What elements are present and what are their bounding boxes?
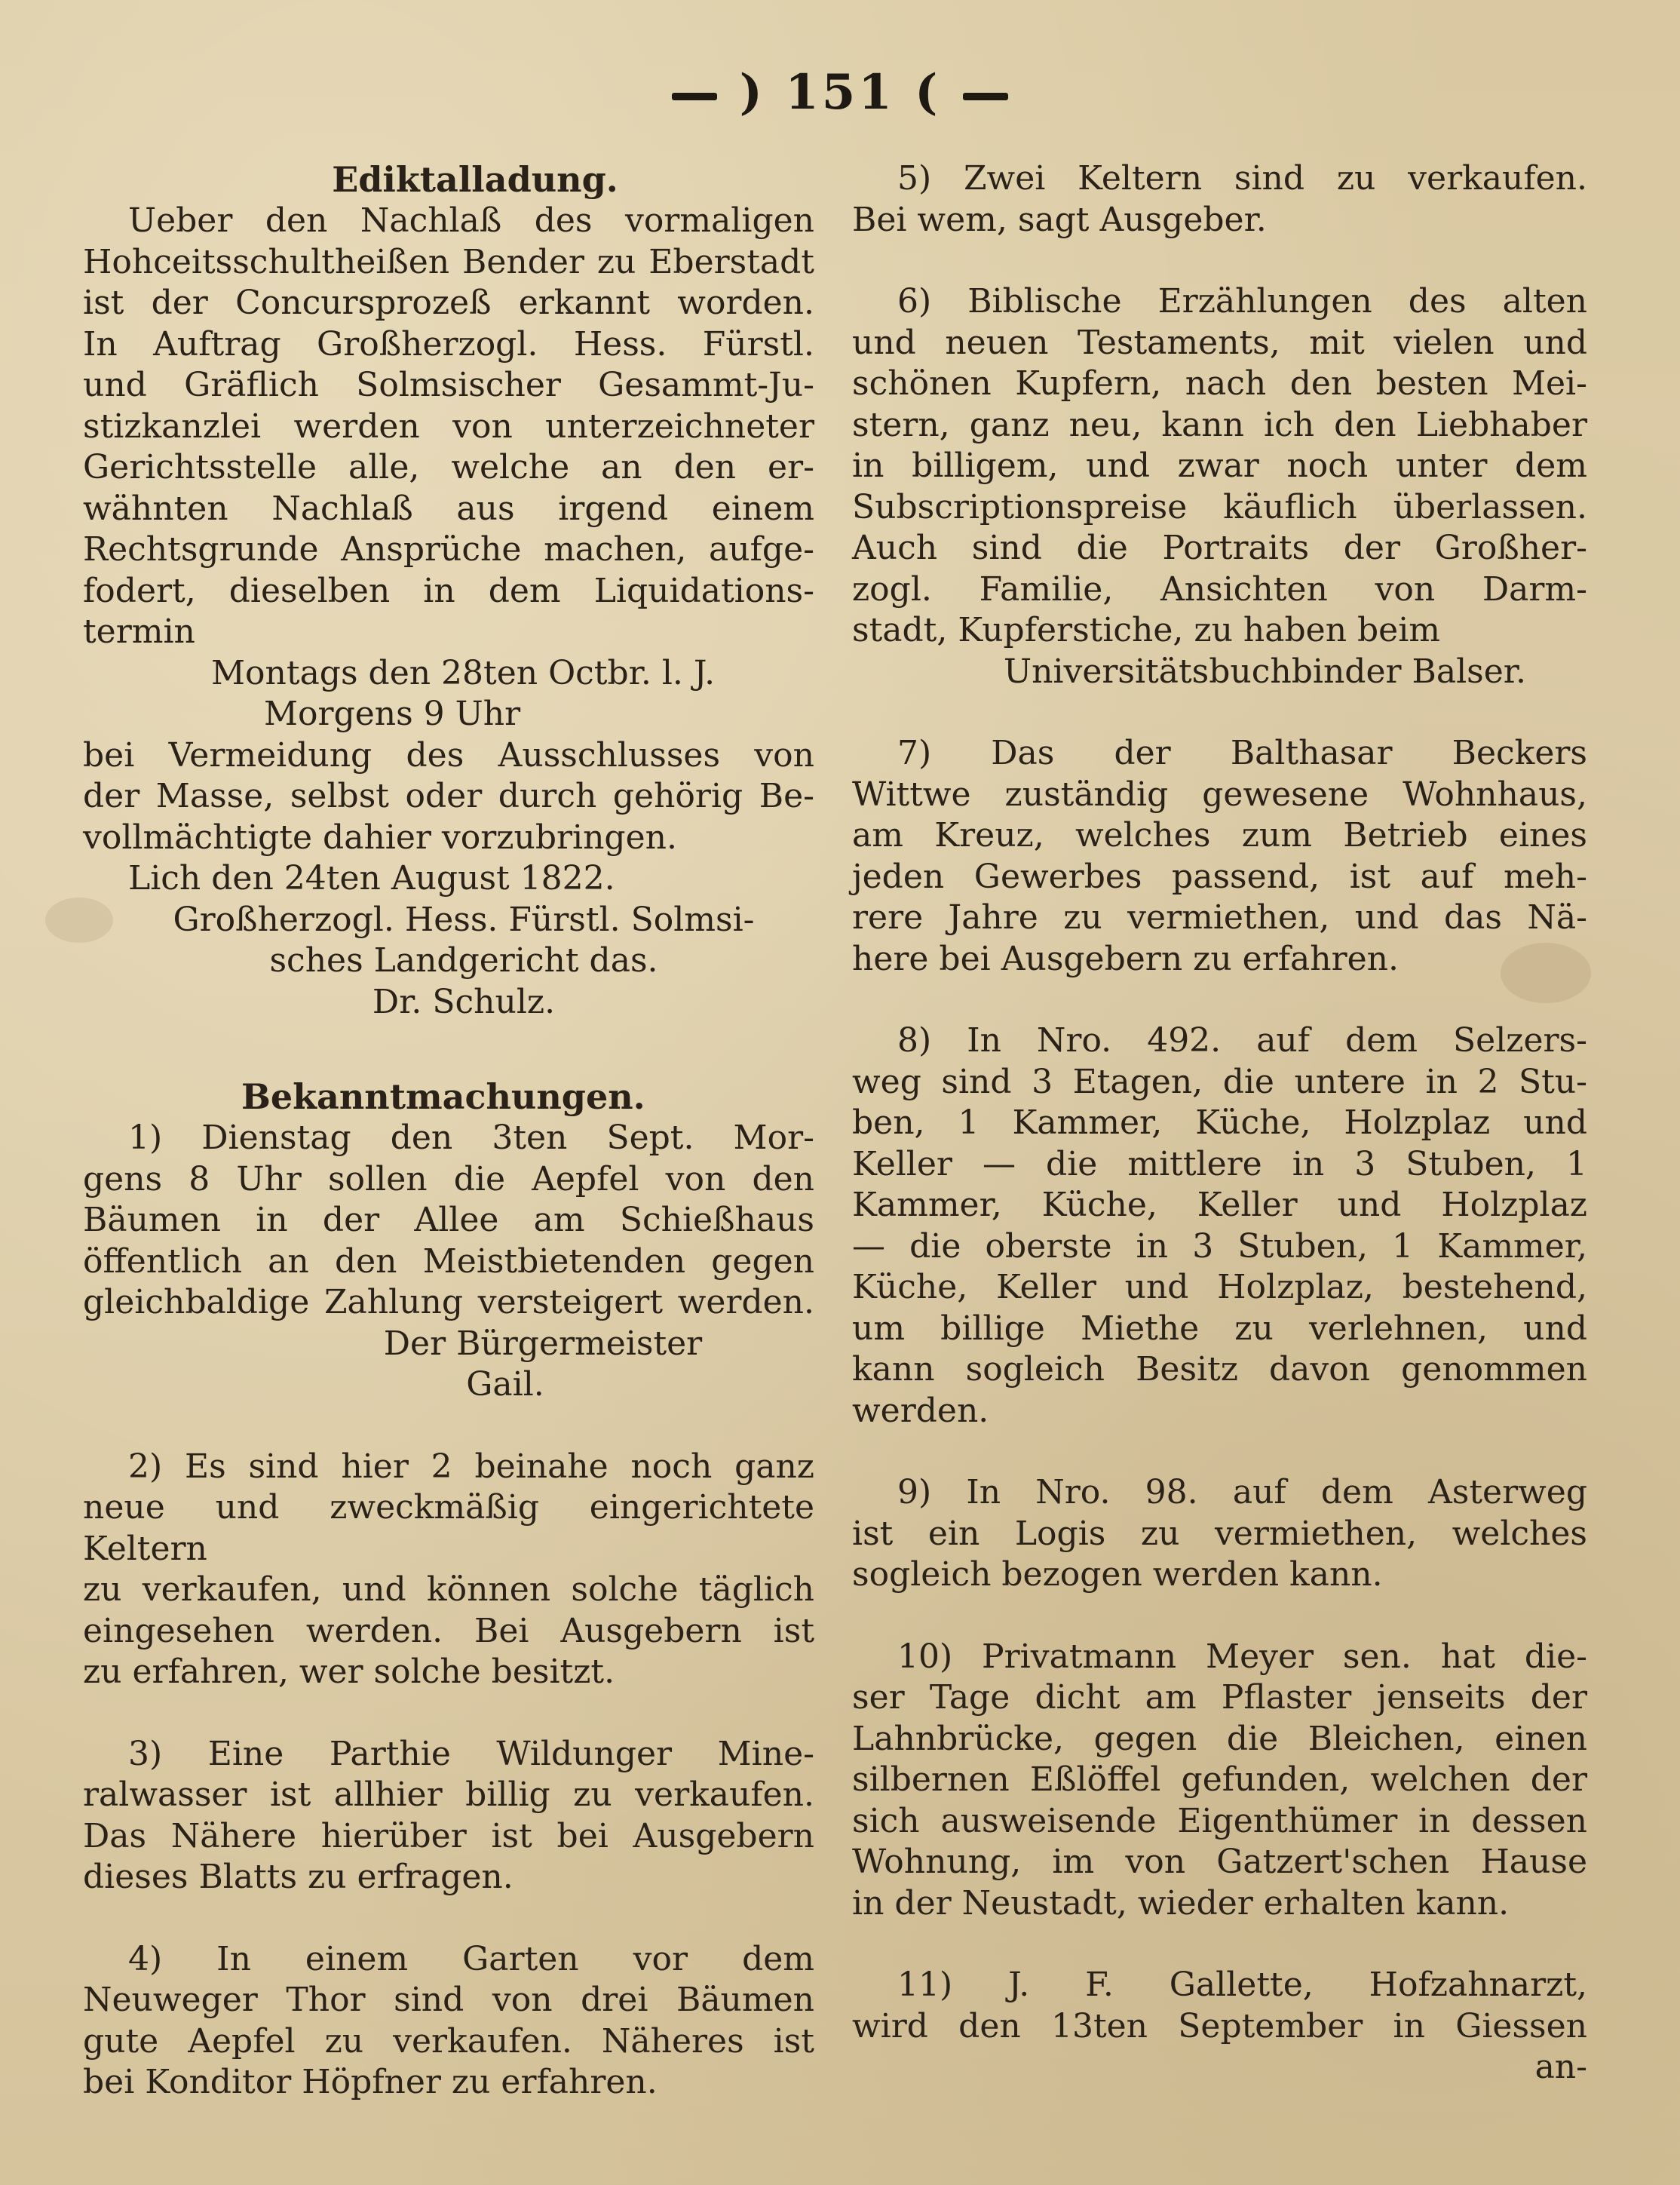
catchword: an- (1534, 2048, 1587, 2086)
text-line: Rechtsgrunde Ansprüche machen, aufge- (83, 530, 814, 569)
edict-body (83, 201, 814, 1023)
text-line: Bäumen in der Allee am Schießhaus (83, 1201, 814, 1239)
notice-7 (852, 733, 1587, 980)
text-line: zogl. Familie, Ansichten von Darm- (852, 569, 1587, 609)
text-line: 10) Privatmann Meyer sen. hat die- (897, 1637, 1587, 1676)
text-line: Das Nähere hierüber ist bei Ausgebern (83, 1816, 814, 1855)
text-line: Keller — die mittlere in 3 Stuben, 1 (852, 1144, 1587, 1183)
text-line: fodert, dieselben in dem Liquidations- (83, 571, 814, 610)
notice-9 (852, 1472, 1587, 1596)
text-line: ist ein Logis zu vermiethen, welches (852, 1514, 1587, 1553)
text-line: Neuweger Thor sind von drei Bäumen (83, 1981, 814, 2019)
text-line: stern, ganz neu, kann ich den Liebhaber (852, 405, 1587, 444)
text-line: termin (83, 612, 195, 651)
text-line: und neuen Testaments, mit vielen und (852, 323, 1587, 362)
header-rule-left (672, 93, 717, 100)
text-line: Bei wem, sagt Ausgeber. (852, 200, 1267, 239)
notice-6 (852, 281, 1587, 692)
left-column (83, 158, 814, 2104)
notice-signature: Der Bürgermeister (383, 1324, 703, 1363)
text-line: Küche, Keller und Holzplaz, bestehend, (852, 1268, 1587, 1306)
text-line: 1) Dienstag den 3ten Sept. Mor- (128, 1119, 814, 1157)
text-line: zu erfahren, wer solche besitzt. (83, 1653, 615, 1691)
text-line: ist der Concursprozeß erkannt worden. (83, 284, 814, 322)
text-line: öffentlich an den Meistbietenden gegen (83, 1241, 814, 1281)
text-line: kann sogleich Besitz davon genommen (852, 1350, 1587, 1389)
text-line: wird den 13ten September in Giessen (852, 2006, 1587, 2045)
text-line: Subscriptionspreise käuflich überlassen. (852, 487, 1587, 526)
text-line: bei Konditor Höpfner zu erfahren. (83, 2063, 658, 2101)
text-line: am Kreuz, welches zum Betrieb eines (852, 816, 1587, 855)
edict-signer: Dr. Schulz. (372, 982, 556, 1021)
text-line: Auch sind die Portraits der Großher- (852, 529, 1587, 567)
text-line: 4) In einem Garten vor dem (128, 1939, 814, 1978)
text-line: Ueber den Nachlaß des vormaligen (128, 201, 814, 240)
text-line: gute Aepfel zu verkaufen. Näheres ist (83, 2021, 814, 2061)
text-line: rere Jahre zu vermiethen, und das Nä- (852, 898, 1587, 937)
text-line: in der Neustadt, wieder erhalten kann. (852, 1883, 1510, 1923)
text-line: in billigem, und zwar noch unter dem (852, 447, 1587, 485)
notice-4 (83, 1939, 814, 2104)
text-line: — die oberste in 3 Stuben, 1 Kammer, (852, 1226, 1587, 1266)
header-rule-right (963, 93, 1008, 100)
text-line: eingesehen werden. Bei Ausgebern ist (83, 1611, 814, 1650)
text-line: stizkanzlei werden von unterzeichneter (83, 407, 814, 446)
text-line: 8) In Nro. 492. auf dem Selzers- (897, 1021, 1587, 1060)
text-line: sich ausweisende Eigenthümer in dessen (852, 1801, 1587, 1840)
edict-place-date: Lich den 24ten August 1822. (128, 859, 615, 898)
text-line: zu verkaufen, und können solche täglich (83, 1570, 814, 1609)
notice-3 (83, 1734, 814, 1898)
notice-1 (83, 1118, 814, 1406)
edict-date: Montags den 28ten Octbr. l. J. (211, 653, 716, 692)
text-line: Gerichtsstelle alle, welche an den er- (83, 448, 814, 486)
text-line: ser Tage dicht am Pflaster jenseits der (852, 1678, 1587, 1717)
edict-signature: sches Landgericht das. (269, 941, 658, 980)
text-line: Wittwe zuständig gewesene Wohnhaus, (852, 775, 1587, 814)
notice-11 (852, 1965, 1587, 2088)
notice-8 (852, 1020, 1587, 1432)
notice-10 (852, 1637, 1587, 1925)
text-line: schönen Kupfern, nach den besten Mei- (852, 364, 1587, 403)
text-line: Wohnung, im von Gatzert'schen Hause (852, 1843, 1587, 1881)
text-line: 6) Biblische Erzählungen des alten (897, 282, 1587, 321)
text-line: neue und zweckmäßig eingerichtete Keltern (83, 1488, 814, 1568)
text-line: 11) J. F. Gallette, Hofzahnarzt, (897, 1966, 1587, 2004)
notice-2 (83, 1447, 814, 1693)
text-line: vollmächtigte dahier vorzubringen. (83, 818, 677, 857)
text-line: und Gräflich Solmsischer Gesammt-Ju- (83, 366, 814, 404)
text-line: ben, 1 Kammer, Küche, Holzplaz und (852, 1103, 1587, 1142)
text-line: gleichbaldige Zahlung versteigert werden. (83, 1283, 814, 1321)
notices-title: Bekanntmachungen. (241, 1076, 645, 1117)
text-line: sogleich bezogen werden kann. (852, 1555, 1383, 1594)
text-line: 3) Eine Parthie Wildunger Mine- (128, 1734, 814, 1773)
text-line: here bei Ausgebern zu erfahren. (852, 939, 1399, 978)
text-line: bei Vermeidung des Ausschlusses von (83, 735, 814, 775)
text-line: 7) Das der Balthasar Beckers (897, 734, 1587, 772)
right-column (852, 158, 1587, 2088)
edict-signature: Großherzogl. Hess. Fürstl. Solmsi- (173, 900, 755, 939)
text-line: 9) In Nro. 98. auf dem Asterweg (897, 1473, 1587, 1511)
text-line: ralwasser ist allhier billig zu verkaufen. (83, 1775, 814, 1814)
text-line: stadt, Kupferstiche, zu haben beim (852, 611, 1441, 649)
text-line: der Masse, selbst oder durch gehörig Be- (83, 777, 814, 815)
text-line: silbernen Eßlöffel gefunden, welchen der (852, 1760, 1587, 1799)
text-line: 5) Zwei Keltern sind zu verkaufen. (897, 159, 1587, 198)
text-line: werden. (852, 1391, 989, 1430)
text-line: dieses Blatts zu erfragen. (83, 1858, 514, 1896)
text-line: 2) Es sind hier 2 beinahe noch ganz (128, 1447, 814, 1486)
notice-signer: Gail. (466, 1365, 544, 1404)
text-line: Hohceitsschultheißen Bender zu Eberstadt (83, 242, 814, 281)
text-line: gens 8 Uhr sollen die Aepfel von den (83, 1159, 814, 1198)
text-line: Kammer, Küche, Keller und Holzplaz (852, 1186, 1587, 1224)
edict-time: Morgens 9 Uhr (264, 695, 521, 733)
text-line: jeden Gewerbes passend, ist auf meh- (852, 857, 1587, 896)
notice-5 (852, 158, 1587, 241)
text-line: wähnten Nachlaß aus irgend einem (83, 489, 814, 528)
page-header (0, 64, 1680, 121)
page-number: ) 151 ( (739, 64, 941, 121)
text-line: In Auftrag Großherzogl. Hess. Fürstl. (83, 324, 814, 364)
notice-signature: Universitätsbuchbinder Balser. (1004, 652, 1526, 691)
text-line: Lahnbrücke, gegen die Bleichen, einen (852, 1719, 1587, 1758)
text-line: um billige Miethe zu verlehnen, und (852, 1309, 1587, 1348)
edict-title: Ediktalladung. (332, 159, 618, 200)
text-line: weg sind 3 Etagen, die untere in 2 Stu- (852, 1062, 1587, 1101)
